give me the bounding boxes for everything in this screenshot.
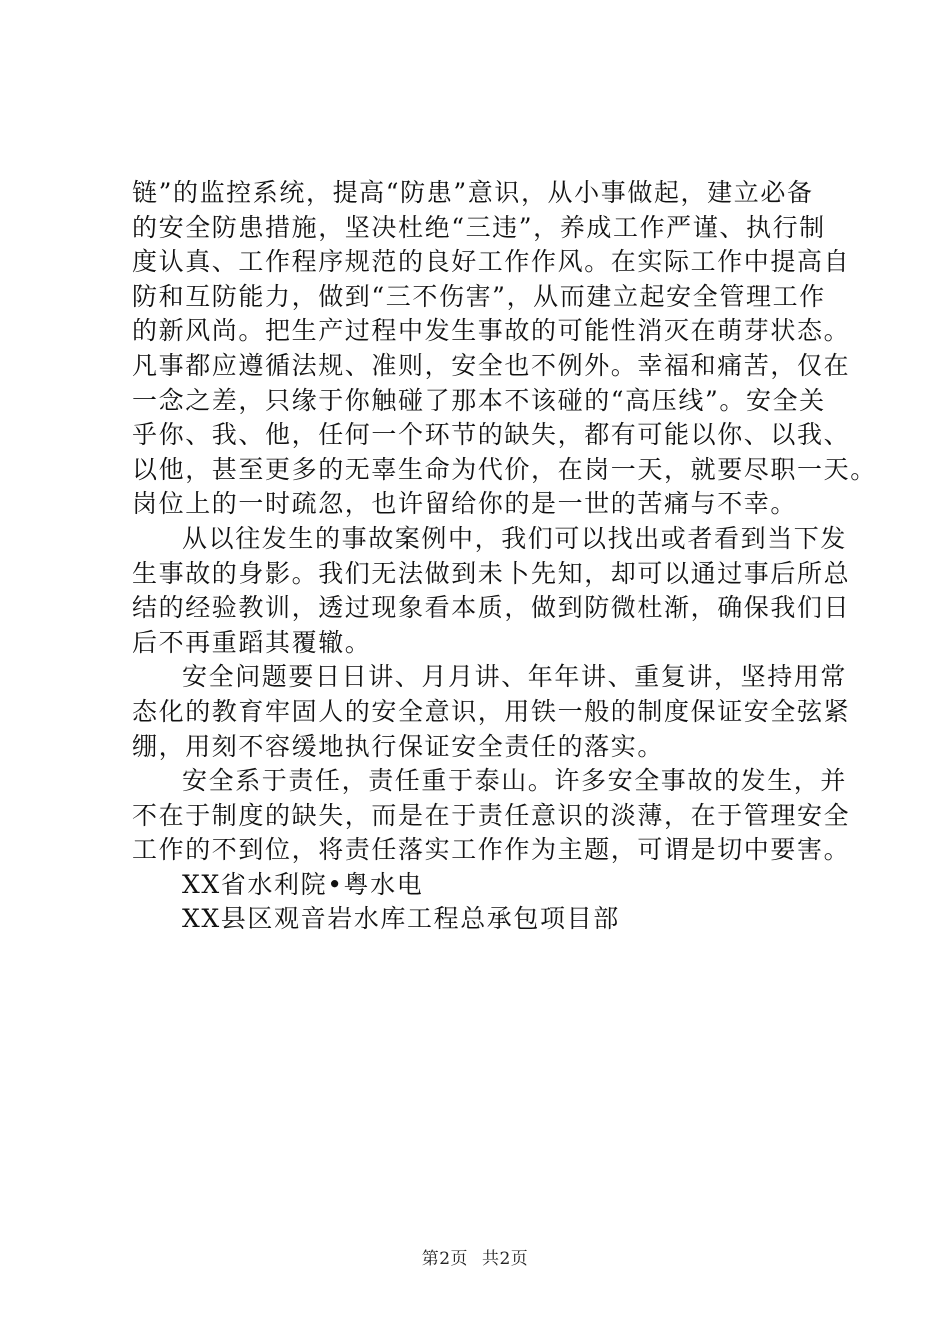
text-line: 从以往发生的事故案例中，我们可以找出或者看到当下发 bbox=[182, 523, 848, 553]
signature-organization: XX省水利院•粤水电 bbox=[182, 869, 424, 899]
text-line: 不在于制度的缺失，而是在于责任意识的淡薄，在于管理安全 bbox=[132, 800, 851, 830]
text-line: 岗位上的一时疏忽，也许留给你的是一世的苦痛与不幸。 bbox=[132, 489, 798, 519]
text-line: 态化的教育牢固人的安全意识，用铁一般的制度保证安全弦紧 bbox=[132, 696, 851, 726]
text-line: 的安全防患措施，坚决杜绝“三违”，养成工作严谨、执行制 bbox=[132, 212, 826, 242]
text-line: 安全系于责任，责任重于泰山。许多安全事故的发生，并 bbox=[182, 766, 848, 796]
page-total: 共2页 bbox=[481, 1249, 529, 1269]
text-line: 安全问题要日日讲、月月讲、年年讲、重复讲，坚持用常 bbox=[182, 662, 848, 692]
text-line: 以他，甚至更多的无辜生命为代价，在岗一天，就要尽职一天。 bbox=[132, 454, 877, 484]
text-line: 一念之差，只缘于你触碰了那本不该碰的“高压线”。安全关 bbox=[132, 385, 826, 415]
text-line: 防和互防能力，做到“三不伤害”，从而建立起安全管理工作 bbox=[132, 281, 826, 311]
document-body bbox=[132, 176, 877, 937]
text-line: 链”的监控系统，提高“防患”意识，从小事做起，建立必备 bbox=[132, 178, 814, 207]
text-line: 后不再重蹈其覆辙。 bbox=[132, 627, 372, 657]
page-number: 第2页 bbox=[421, 1249, 469, 1269]
text-line: 结的经验教训，透过现象看本质，做到防微杜渐，确保我们日 bbox=[132, 593, 851, 623]
text-line: 度认真、工作程序规范的良好工作作风。在实际工作中提高自 bbox=[132, 247, 851, 277]
page-footer bbox=[0, 1244, 950, 1269]
signature-department: XX县区观音岩水库工程总承包项目部 bbox=[182, 904, 620, 934]
text-line: 工作的不到位，将责任落实工作作为主题，可谓是切中要害。 bbox=[132, 835, 851, 865]
text-line: 乎你、我、他，任何一个环节的缺失，都有可能以你、以我、 bbox=[132, 420, 851, 450]
text-line: 的新风尚。把生产过程中发生事故的可能性消灭在萌芽状态。 bbox=[132, 316, 851, 346]
text-line: 生事故的身影。我们无法做到未卜先知，却可以通过事后所总 bbox=[132, 558, 851, 588]
text-line: 凡事都应遵循法规、准则，安全也不例外。幸福和痛苦，仅在 bbox=[132, 350, 851, 380]
text-line: 绷，用刻不容缓地执行保证安全责任的落实。 bbox=[132, 731, 665, 761]
